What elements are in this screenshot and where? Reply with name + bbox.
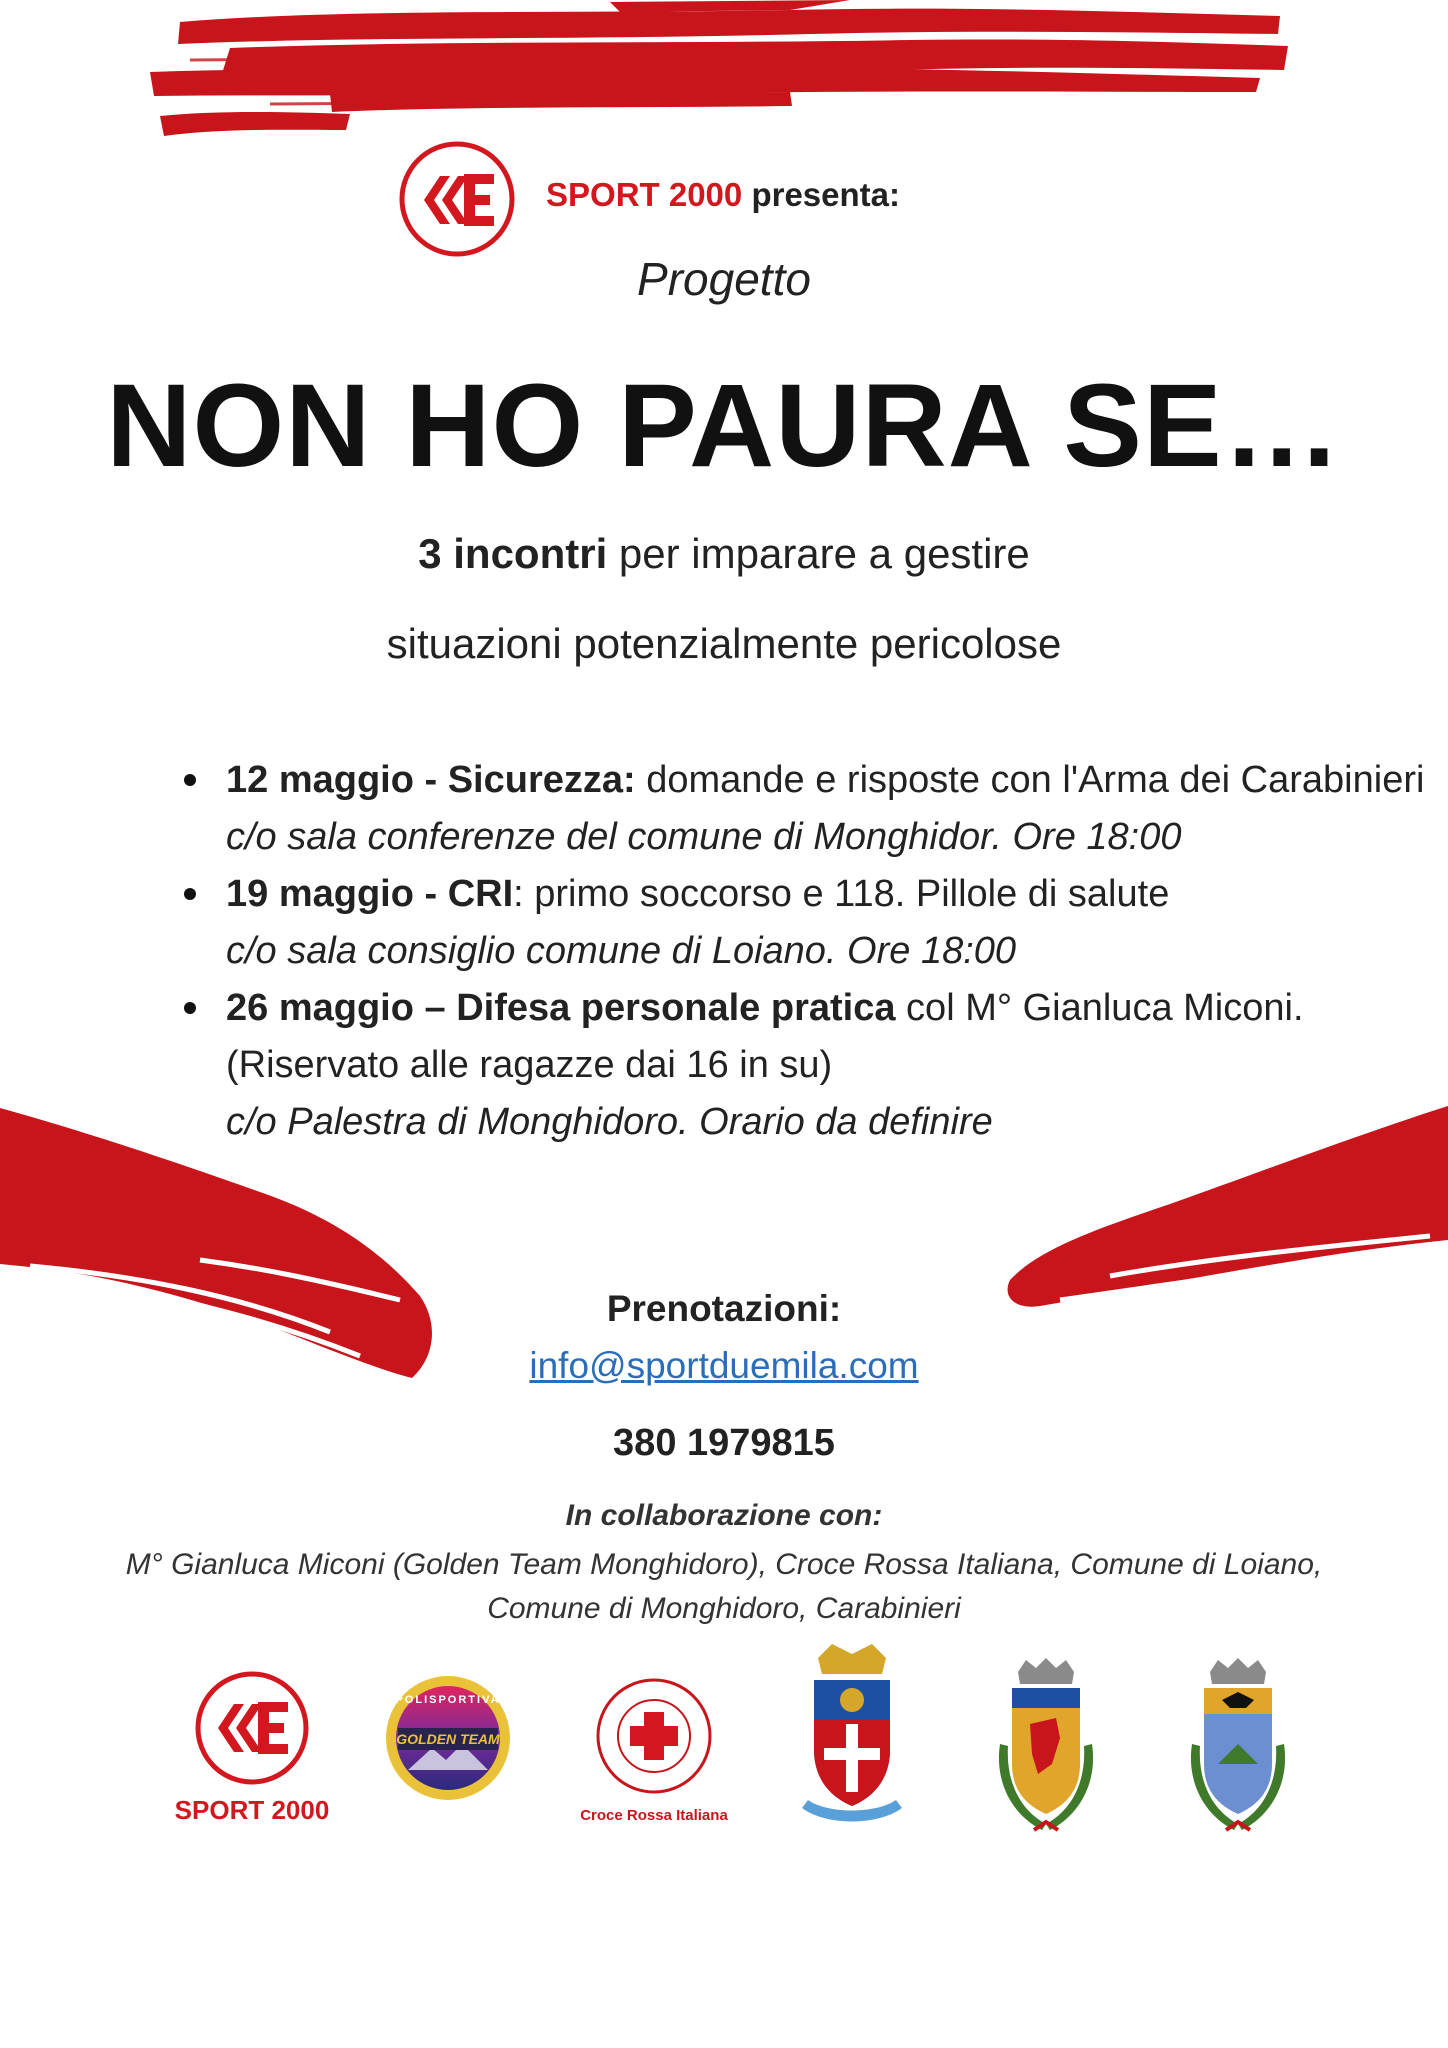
golden-team-logo — [384, 1674, 512, 1802]
event-headline — [226, 980, 1380, 1037]
subtitle-line-1 — [0, 530, 1448, 578]
event-description: : primo soccorso e 118. Pillole di salute — [513, 873, 1170, 915]
event-note: (Riservato alle ragazze dai 16 in su) — [226, 1044, 833, 1086]
presents-label: presenta: — [751, 176, 900, 213]
cri-logo — [574, 1676, 734, 1826]
presents-line — [546, 176, 900, 214]
events-list — [180, 752, 1425, 1151]
event-item — [180, 752, 1425, 866]
bullet-icon — [184, 774, 196, 786]
polisportiva-label: POLISPORTIVA — [395, 1694, 501, 1706]
red-cross-emblem-icon — [574, 1676, 734, 1800]
bullet-icon — [184, 888, 196, 900]
event-location: c/o sala consiglio comune di Loiano. Ore 18:00 — [226, 930, 1017, 972]
event-location: c/o Palestra di Monghidoro. Orario da definire — [226, 1101, 993, 1143]
carabinieri-crest-icon — [796, 1640, 908, 1826]
loiano-crest-icon — [986, 1654, 1106, 1840]
sport2000-emblem-icon — [172, 1668, 332, 1788]
sport2000-logo-icon — [398, 140, 516, 258]
subtitle-rest: per imparare a gestire — [607, 530, 1030, 577]
event-title: 26 maggio – Difesa personale pratica — [226, 987, 896, 1029]
bookings-heading: Prenotazioni: — [606, 1288, 842, 1329]
event-location: c/o sala conferenze del comune di Monghidor. Ore 18:00 — [226, 816, 1182, 858]
monghidoro-crest-icon — [1172, 1654, 1304, 1840]
event-item — [180, 866, 1380, 980]
sport2000-footer-logo — [172, 1668, 332, 1825]
subtitle-bold: 3 incontri — [418, 530, 608, 577]
brand-name: SPORT 2000 — [546, 176, 743, 213]
event-description: col M° Gianluca Miconi. — [895, 987, 1304, 1029]
event-item — [180, 980, 1380, 1151]
top-brush-stroke — [150, 0, 1290, 150]
event-title: 19 maggio - CRI — [226, 873, 514, 915]
collaboration-partners — [0, 1543, 1448, 1631]
collaboration-heading: In collaborazione con: — [565, 1499, 883, 1532]
collaboration-line-1: M° Gianluca Miconi (Golden Team Monghidoro), Croce Rossa Italiana, Comune di Loiano, — [125, 1548, 1323, 1581]
email-row — [0, 1345, 1448, 1387]
event-headline — [226, 752, 1425, 809]
event-description: domande e risposte con l'Arma dei Carabinieri — [635, 759, 1425, 801]
page-title: NON HO PAURA SE… — [106, 360, 1342, 492]
event-headline — [226, 866, 1380, 923]
event-title: 12 maggio - Sicurezza: — [226, 759, 636, 801]
subtitle-line-2: situazioni potenzialmente pericolose — [386, 620, 1062, 667]
cri-caption: Croce Rossa Italiana — [580, 1807, 728, 1824]
phone-number: 380 1979815 — [613, 1422, 835, 1464]
project-label: Progetto — [637, 253, 811, 305]
golden-team-label: GOLDEN TEAM — [396, 1731, 500, 1747]
bullet-icon — [184, 1002, 196, 1014]
collaboration-line-2: Comune di Monghidoro, Carabinieri — [487, 1592, 961, 1625]
email-link[interactable]: info@sportduemila.com — [529, 1345, 919, 1386]
sport2000-caption: SPORT 2000 — [174, 1795, 330, 1825]
